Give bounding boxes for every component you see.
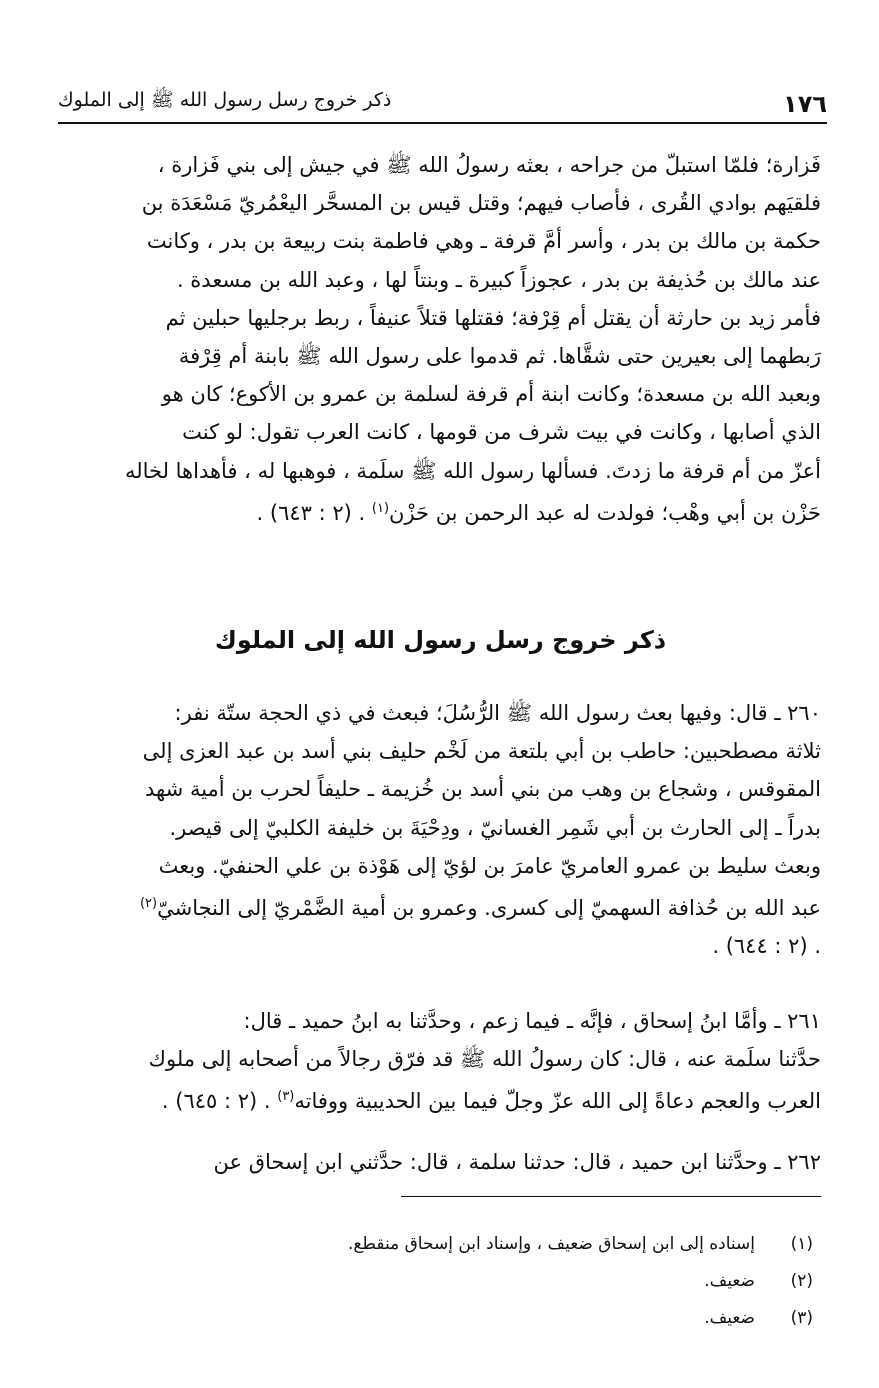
footnote-number: (١) (790, 1234, 813, 1254)
footnote-text: ضعيف. (704, 1271, 755, 1291)
section-heading: ذكر خروج رسل رسول الله إلى الملوك (214, 626, 667, 654)
text-line: ٢٦٢ ـ وحدَّثنا ابن حميد ، قال: حدثنا سلمة ، قال: حدَّثني ابن إسحاق عن (213, 1150, 821, 1174)
text-line: عند مالك بن حُذيفة بن بدر ، عجوزاً كبيرة ـ وبنتاً لها ، وعبد الله بن مسعدة . (176, 267, 821, 292)
running-head (58, 82, 827, 124)
continued-text (60, 146, 821, 532)
text-line: العرب والعجم دعاةً إلى الله عزّ وجلّ فيما بين الحديبية ووفاته (294, 1089, 821, 1114)
text-line: عبد الله بن حُذافة السهميّ إلى كسرى. وعمرو بن أمية الضَّمْريّ إلى النجاشيّ (157, 896, 821, 921)
text-line: ٢٦٠ ـ قال: وفيها بعث رسول الله ﷺ الرُّسُلَ؛ فبعث في ذي الحجة ستّة نفر: (174, 701, 821, 725)
footnote-text: ضعيف. (704, 1308, 755, 1328)
text-line: فلقيَهم بوادي القُرى ، فأصاب فيهم؛ وقتل قيس بن المسحَّر اليعْمُريّ مَسْعَدَة بن (141, 191, 821, 216)
text-line: حكمة بن مالك بن بدر ، وأسر أمَّ قرفة ـ وهي فاطمة بنت ربيعة بن بدر ، وكانت (146, 229, 821, 254)
footnote-number: (٢) (790, 1271, 813, 1291)
narration-261 (60, 1002, 821, 1121)
text-line: ٢٦١ ـ وأمَّا ابنُ إسحاق ، فإنَّه ـ فيما زعم ، وحدَّثنا به ابنُ حميد ـ قال: (243, 1009, 821, 1033)
footnote (120, 1226, 813, 1263)
text-line: وبعبد الله بن مسعدة؛ وكانت ابنة أم قرفة لسلمة بن عمرو بن الأكوع؛ كان هو (161, 382, 821, 407)
footnote-divider (401, 1196, 821, 1197)
source-reference: . (٢ : ٦٤٣) . (256, 500, 366, 525)
text-line: المقوقس ، وشجاع بن وهب من بني أسد بن خُزيمة ـ حليفاً لحرب بن أمية شهد (144, 777, 821, 802)
narration-260 (60, 694, 821, 965)
source-reference: . (٢ : ٦٤٤) . (712, 934, 821, 959)
footnote-number: (٣) (790, 1308, 813, 1328)
text-line: أعزّ من أم قرفة ما زدتَ. فسألها رسول الله ﷺ سلَمة ، فوهبها له ، فأهداها لخاله (124, 458, 821, 483)
source-reference: . (٢ : ٦٤٥) . (161, 1089, 271, 1114)
text-line-with-note (60, 885, 821, 927)
footnote-marker: (٢) (139, 896, 158, 912)
footnotes (120, 1226, 813, 1337)
footnote (120, 1263, 813, 1300)
text-line: وبعث سليط بن عمرو العامريّ عامرَ بن لؤيّ إلى هَوْذة بن علي الحنفيّ. وبعث (158, 853, 821, 878)
running-head-title: ذكر خروج رسل رسول الله ﷺ إلى الملوك (58, 89, 392, 111)
text-line: فَزارة؛ فلمّا استبلّ من جراحه ، بعثه رسولُ الله ﷺ في جيش إلى بني فَزارة ، (157, 153, 821, 177)
text-line: بدراً ـ إلى الحارث بن أبي شَمِر الغسانيّ ، ودِحْيَةَ بن خليفة الكلبيّ إلى قيصر. (169, 815, 821, 840)
text-line: حدَّثنا سلَمة عنه ، قال: كان رسولُ الله ﷺ قد فرّق رجالاً من أصحابه إلى ملوك (148, 1047, 821, 1072)
footnote-text: إسناده إلى ابن إسحاق ضعيف ، وإسناد ابن إسحاق منقطع. (347, 1234, 755, 1254)
text-line: فأمر زيد بن حارثة أن يقتل أم قِرْفة؛ فقتلها قتلاً عنيفاً ، ربط برجليها حبلين ثم (165, 305, 821, 330)
text-line: ثلاثة مصطحبين: حاطب بن أبي بلتعة من لَخْم حليف بني أسد بن عبد العزى إلى (142, 739, 821, 764)
text-line: حَزْن بن أبي وهْب؛ فولدت له عبد الرحمن بن حَزْن (389, 500, 821, 525)
footnote-marker: (٣) (277, 1089, 295, 1105)
page-number: ١٧٦ (783, 90, 827, 118)
footnote-marker: (١) (371, 500, 390, 516)
text-line: الذي أصابها ، وكانت في بيت شرف من قومها ، كانت العرب تقول: لو كنت (182, 420, 821, 445)
text-line-last (60, 490, 821, 532)
text-line: رَبطهما إلى بعيرين حتى شقَّاها. ثم قدموا على رسول الله ﷺ بابنة أم قِرْفة (178, 344, 821, 369)
text-line-with-note (60, 1078, 821, 1120)
narration-262 (60, 1143, 821, 1181)
footnote (120, 1300, 813, 1337)
